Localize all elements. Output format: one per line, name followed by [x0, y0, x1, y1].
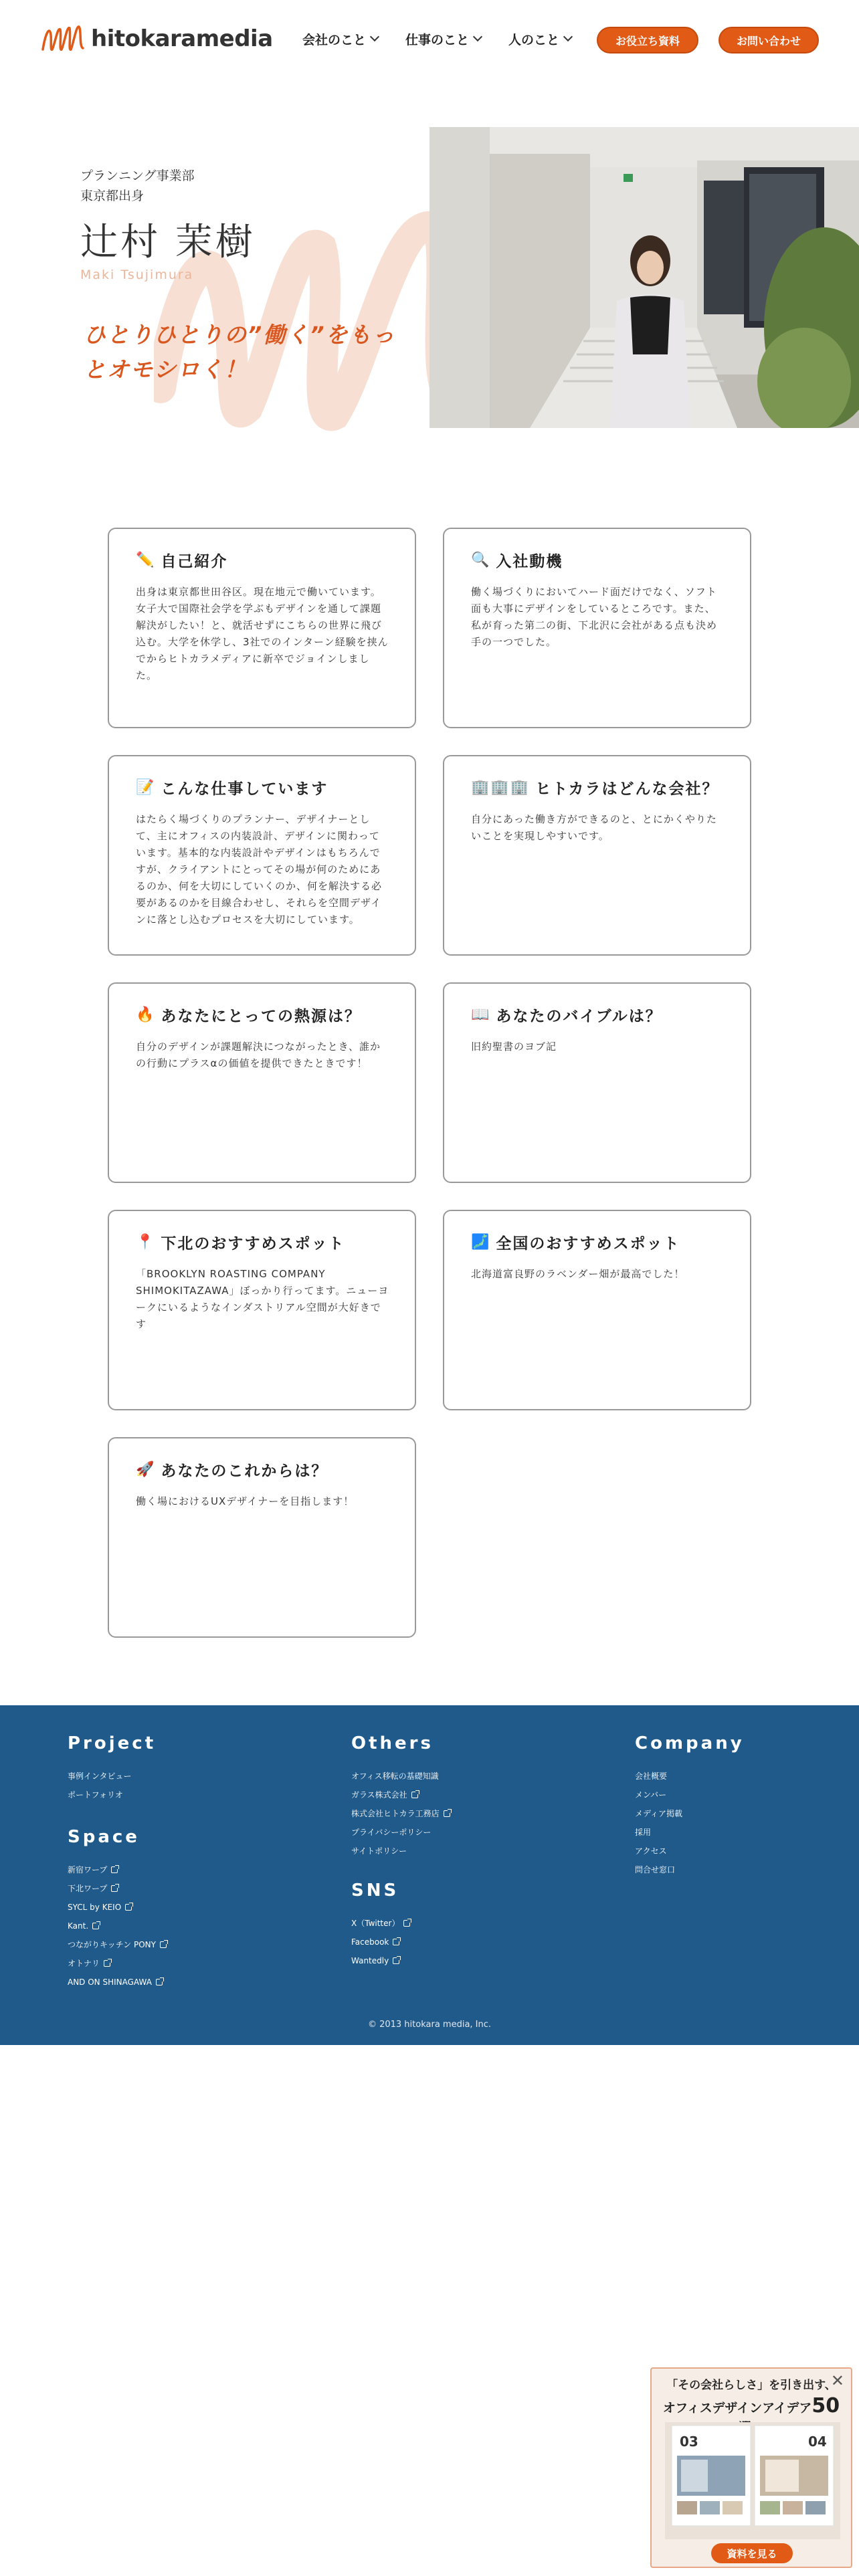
card-title: [136, 1231, 345, 1253]
external-link-icon: [156, 1979, 163, 1985]
nav-people[interactable]: [508, 30, 571, 48]
footer-link[interactable]: [351, 1951, 410, 1970]
footer-link-label: つながりキッチン PONY: [68, 1940, 156, 1949]
external-link-icon: [111, 1866, 118, 1873]
site-footer: [0, 1705, 859, 2045]
card-passion: [108, 982, 416, 1183]
contact-button[interactable]: お問い合わせ: [719, 27, 819, 53]
ad-booklet-illustration: [665, 2422, 840, 2539]
footer-link[interactable]: サイトポリシー: [351, 1846, 407, 1856]
card-body: 「BROOKLYN ROASTING COMPANY SHIMOKITAZAWA」ぼっかり行ってます。ニューヨークにいるようなインダストリアル空間が大好きです: [136, 1268, 389, 1330]
external-link-icon: [125, 1904, 132, 1911]
origin-text: 東京都出身: [80, 189, 145, 203]
nav-work-label: 仕事のこと: [405, 33, 470, 47]
card-title-text: 全国のおすすめスポット: [496, 1235, 680, 1253]
card-body: 働く場におけるUXデザイナーを目指します！: [136, 1495, 355, 1507]
footer-link[interactable]: [68, 1917, 167, 1935]
ad-number: 50: [812, 2394, 840, 2418]
footer-link[interactable]: [68, 1860, 167, 1879]
card-body: 自分のデザインが課題解決につながったとき、誰かの行動にプラスαの価値を提供できたときです！: [136, 1041, 381, 1069]
rocket-icon: 🚀: [136, 1461, 156, 1478]
site-logo[interactable]: [40, 20, 273, 58]
footer-link-label: 新宿ワープ: [68, 1865, 108, 1874]
footer-link[interactable]: プライバシーポリシー: [351, 1828, 432, 1837]
external-link-icon: [393, 1957, 399, 1964]
footer-link[interactable]: [351, 1786, 450, 1804]
fire-icon: 🔥: [136, 1006, 156, 1023]
footer-link-label: 下北ワープ: [68, 1884, 108, 1893]
external-link-icon: [111, 1885, 118, 1892]
card-title: [471, 1004, 662, 1026]
department-text: プランニング事業部: [80, 169, 195, 183]
footer-link[interactable]: [351, 1914, 410, 1933]
external-link-icon: [104, 1960, 110, 1967]
card-title-text: 入社動機: [496, 553, 563, 570]
card-body: 北海道富良野のラベンダー畑が最高でした！: [471, 1268, 685, 1280]
card-title: [136, 549, 227, 571]
card-national-spot: [443, 1210, 751, 1410]
chevron-down-icon: [473, 31, 482, 41]
footer-link-label: AND ON SHINAGAWA: [68, 1977, 152, 1987]
card-title-text: あなたにとっての熱源は？: [161, 1008, 361, 1025]
footer-link-label: ガラス株式会社: [351, 1790, 407, 1800]
footer-link[interactable]: 採用: [635, 1828, 652, 1837]
book-icon: 📖: [471, 1006, 491, 1023]
footer-link[interactable]: [351, 1933, 410, 1951]
ad-page-number-a: 03: [680, 2434, 698, 2450]
footer-heading: Space: [68, 1827, 140, 1847]
footer-link[interactable]: 問合せ窓口: [635, 1865, 676, 1874]
card-motivation: [443, 528, 751, 728]
card-title: [136, 1459, 328, 1481]
card-future: [108, 1437, 416, 1638]
external-link-icon: [403, 1920, 410, 1927]
profile-catchphrase: ひとりひとりの”働く”をもっとオモシロく！: [84, 322, 396, 383]
card-company: [443, 755, 751, 956]
close-icon[interactable]: ✕: [830, 2371, 844, 2390]
ad-page-number-b: 04: [808, 2434, 827, 2450]
footer-company: [635, 1733, 745, 1879]
card-body: 働く場づくりにおいてハード面だけでなく、ソフト面も大事にデザインをしているところです。また、私が育った第二の街、下北沢に会社がある点も決め手の一つでした。: [471, 586, 718, 648]
pin-icon: 📍: [136, 1234, 156, 1251]
card-bible: [443, 982, 751, 1183]
external-link-icon: [160, 1941, 167, 1948]
building-icon: 🏢🏢🏢: [471, 779, 531, 796]
footer-link[interactable]: [68, 1935, 167, 1954]
footer-link[interactable]: メディア掲載: [635, 1809, 683, 1818]
footer-link-label: X（Twitter）: [351, 1919, 400, 1928]
card-job: [108, 755, 416, 956]
card-shimokita-spot: [108, 1210, 416, 1410]
card-title: [471, 776, 719, 798]
footer-link[interactable]: [68, 1973, 167, 1992]
external-link-icon: [411, 1792, 418, 1798]
ad-subheadline-prefix: オフィスデザインアイデア: [662, 2401, 812, 2416]
nav-people-label: 人のこと: [508, 33, 560, 47]
logo-text: hitokaramedia: [91, 25, 273, 52]
footer-space: [68, 1827, 167, 1992]
nav-work[interactable]: [405, 30, 481, 48]
profile-romaji: Maki Tsujimura: [80, 267, 194, 282]
profile-photo: [430, 127, 859, 428]
footer-link-label: オトナリ: [68, 1959, 100, 1968]
card-body: 自分にあった働き方ができるのと、とにかくやりたいことを実現しやすいです。: [471, 813, 717, 842]
card-title-text: 下北のおすすめスポット: [161, 1235, 345, 1253]
map-icon: 🗾: [471, 1234, 491, 1251]
profile-name: 辻村 茉樹: [80, 221, 256, 264]
site-header: [0, 0, 859, 80]
footer-link[interactable]: 会社概要: [635, 1772, 668, 1781]
card-self-intro: [108, 528, 416, 728]
ad-view-button[interactable]: 資料を見る: [711, 2543, 793, 2563]
footer-link[interactable]: ポートフォリオ: [68, 1790, 123, 1800]
external-link-icon: [92, 1923, 99, 1929]
card-title-text: ヒトカラはどんな会社？: [535, 780, 719, 798]
memo-icon: 📝: [136, 779, 156, 796]
footer-link[interactable]: [68, 1954, 167, 1973]
card-body: 出身は東京都世田谷区。現在地元で働いています。女子大で国際社会学を学ぶもデザインを通して課題解決がしたい！と、就活せずにこちらの世界に飛び込む。大学を休学し、3社でのインターン経験を挟んでからヒトカラメディアに新卒でジョインしました。: [136, 586, 389, 681]
copyright: © 2013 hitokara media, Inc.: [367, 2020, 492, 2030]
card-title-text: あなたのバイブルは？: [496, 1008, 662, 1025]
photo-illustration: [430, 127, 859, 428]
nav-company-label: 会社のこと: [302, 33, 367, 47]
footer-link[interactable]: オフィス移転の基礎知識: [351, 1772, 439, 1781]
external-link-icon: [444, 1810, 450, 1817]
magnifier-icon: 🔍: [471, 552, 491, 568]
footer-heading: Others: [351, 1733, 434, 1753]
footer-link-label: 株式会社ヒトカラ工務店: [351, 1809, 440, 1818]
logo-mark-icon: [40, 20, 87, 58]
footer-link-label: Facebook: [351, 1937, 389, 1947]
footer-heading: Project: [68, 1733, 157, 1753]
card-title: [136, 776, 328, 798]
nav-company[interactable]: [302, 30, 378, 48]
footer-others: [351, 1733, 450, 1860]
footer-link-label: Kant.: [68, 1921, 89, 1931]
card-body: 旧約聖書のヨブ記: [471, 1041, 557, 1053]
card-title-text: あなたのこれからは？: [161, 1463, 328, 1480]
footer-link[interactable]: メンバー: [635, 1790, 667, 1800]
pencil-icon: ✏️: [136, 552, 156, 568]
card-title: [471, 549, 563, 571]
card-title-text: こんな仕事しています: [161, 780, 328, 798]
resources-button[interactable]: お役立ち資料: [597, 27, 698, 53]
footer-link-label: SYCL by KEIO: [68, 1903, 122, 1912]
footer-sns: [351, 1881, 410, 1970]
card-title-text: 自己紹介: [161, 553, 228, 570]
footer-heading: SNS: [351, 1881, 399, 1901]
chevron-down-icon: [563, 31, 573, 41]
floating-ad-banner[interactable]: [650, 2367, 852, 2568]
profile-department: [80, 166, 195, 206]
footer-link-label: Wantedly: [351, 1956, 389, 1965]
external-link-icon: [393, 1939, 399, 1945]
footer-project: [68, 1733, 156, 1804]
chevron-down-icon: [370, 31, 379, 41]
footer-link[interactable]: 事例インタビュー: [68, 1772, 132, 1781]
card-body: はたらく場づくりのプランナー、デザイナーとして、主にオフィスの内装設計、デザインに関わっています。基本的な内装設計やデザインはもちろんですが、クライアントにとってその場が何のためにあるのか、何を大切にしていくのか、何を解決する必要があるのかを目線合わせし、それらを空間デザインに落とし込むプロセスを大切にしています。: [136, 813, 383, 926]
ad-headline: 「その会社らしさ」を引き出す、: [666, 2379, 836, 2392]
card-title: [136, 1004, 361, 1026]
card-title: [471, 1231, 680, 1253]
footer-link[interactable]: [68, 1879, 167, 1898]
footer-heading: Company: [635, 1733, 745, 1753]
footer-link[interactable]: [351, 1804, 450, 1823]
footer-link[interactable]: アクセス: [635, 1846, 667, 1856]
footer-link[interactable]: [68, 1898, 167, 1917]
